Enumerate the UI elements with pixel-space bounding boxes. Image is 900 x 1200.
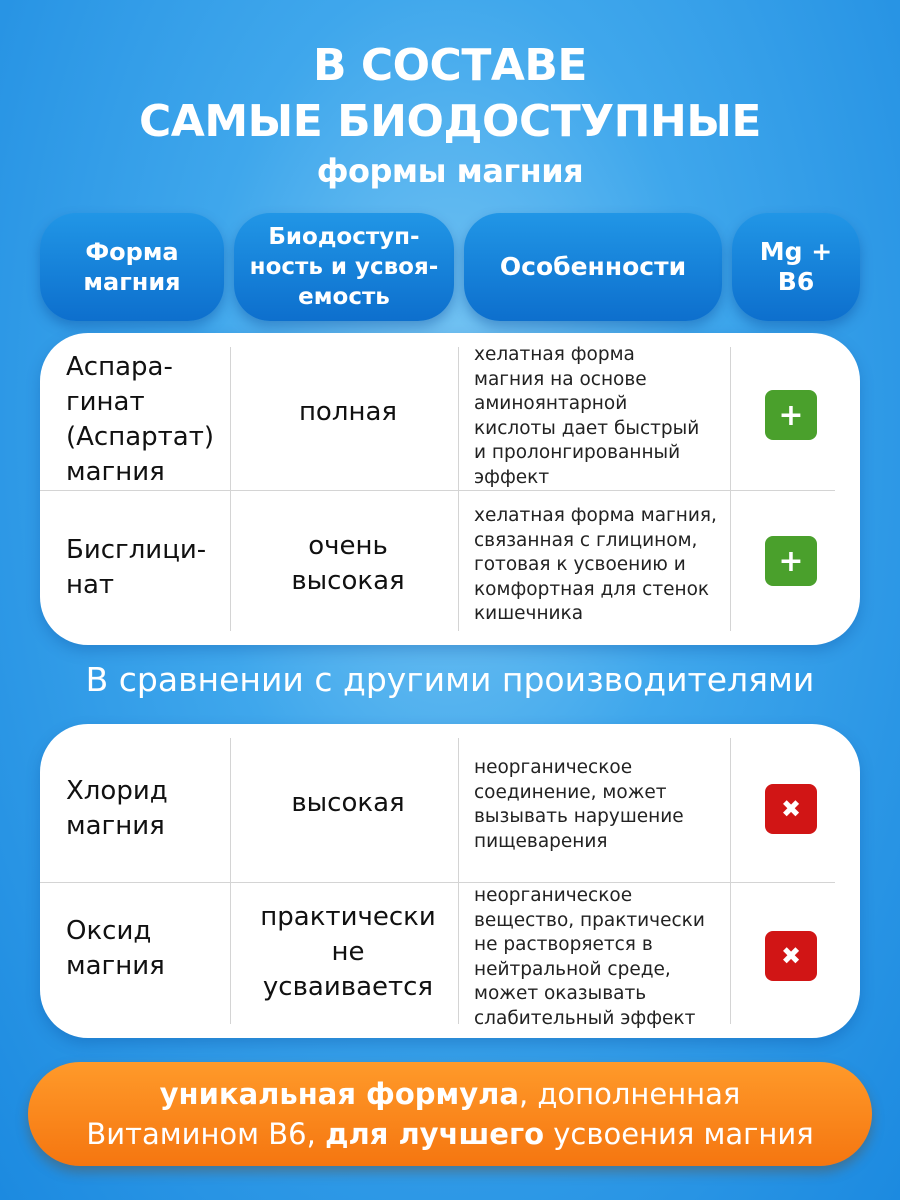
row-divider [40,882,835,883]
features-text: неорганическое вещество, практически не растворяется в нейтральной среде, может оказывать слабительный эффект [474,885,705,1029]
bioavailability-value: высокая [291,787,405,818]
bioavailability-value: полная [298,396,398,427]
footer-text-2: Витамином B6, [86,1117,326,1151]
header-features: Особенности [464,213,722,321]
plus-icon: + [765,536,817,586]
bioavailability-value: практически не усваивается [260,901,436,1002]
magnesium-form-name: Бисглици- нат [66,535,207,600]
magnesium-form-name: Оксид магния [66,916,165,981]
footer-text-1: , дополненная [518,1077,741,1111]
plus-icon: + [765,390,817,440]
title-line-1: В СОСТАВЕ [312,40,587,91]
footer-bold-2: для лучшего [325,1117,545,1151]
title-line-2: САМЫЕ БИОДОСТУПНЫЕ [139,96,761,147]
features-text: неорганическое соединение, может вызывать нарушение пищеварения [474,757,684,852]
footer-banner [28,1062,872,1166]
other-forms-table [40,724,860,1038]
title-line-3: формы магния [316,152,584,190]
footer-line-1 [28,1074,872,1114]
cross-icon: ✖ [765,784,817,834]
footer-line-2 [28,1114,872,1154]
best-forms-table [40,333,860,645]
header-bioavailability: Биодоступ- ность и усвоя- емость [234,213,454,321]
cross-icon: ✖ [765,931,817,981]
magnesium-form-name: Аспара- гинат (Аспартат) магния [66,352,215,487]
bioavailability-value: очень высокая [291,531,405,596]
comparison-heading: В сравнении с другими производителями [85,660,815,699]
features-text: хелатная форма магния на основе aминоянтарной кислоты дает быстрый и пролонгированный эффект [474,344,700,488]
footer-text-3: усвоения магния [544,1117,814,1151]
features-text: хелатная форма магния, связанная с глицином, готовая к усвоению и комфортная для стенок кишечника [474,505,717,624]
header-mg-b6: Mg + B6 [732,213,860,321]
magnesium-form-name: Хлорид магния [66,776,168,841]
header-form: Форма магния [40,213,224,321]
footer-bold-1: уникальная формула [159,1077,519,1111]
